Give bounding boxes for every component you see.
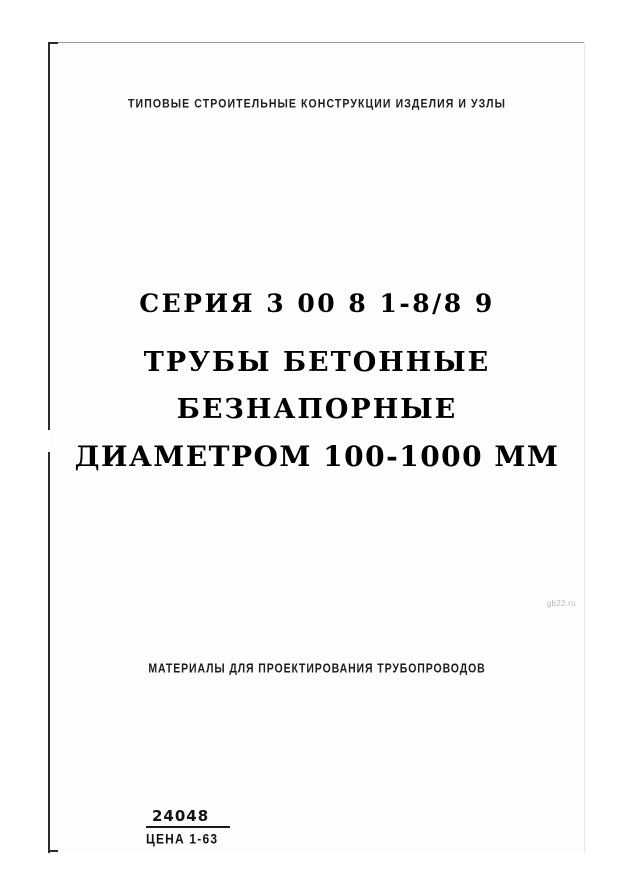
title-block <box>50 291 584 471</box>
scanned-page <box>48 42 584 853</box>
price-label: ЦЕНА 1-63 <box>146 830 219 848</box>
stamp-number: 24048 <box>152 807 210 825</box>
price-stamp <box>146 807 230 848</box>
document-header-text: ТИПОВЫЕ СТРОИТЕЛЬНЫЕ КОНСТРУКЦИИ ИЗДЕЛИЯ И УЗЛЫ <box>128 96 506 112</box>
watermark-text: gb22.ru <box>546 599 576 608</box>
title-line-1: ТРУБЫ БЕТОННЫЕ <box>143 347 491 379</box>
document-subtitle: МАТЕРИАЛЫ ДЛЯ ПРОЕКТИРОВАНИЯ ТРУБОПРОВОДОВ <box>148 661 486 677</box>
series-number: СЕРИЯ 3 00 8 1-8/8 9 <box>139 289 495 318</box>
page-corner-bottom-left <box>48 850 58 852</box>
title-line-2: БЕЗНАПОРНЫЕ <box>176 393 458 425</box>
stamp-divider <box>146 826 230 828</box>
page-edge-nick <box>46 430 51 452</box>
title-line-3: ДИАМЕТРОМ 100-1000 ММ <box>74 439 560 473</box>
page-corner-top-left <box>48 42 58 44</box>
